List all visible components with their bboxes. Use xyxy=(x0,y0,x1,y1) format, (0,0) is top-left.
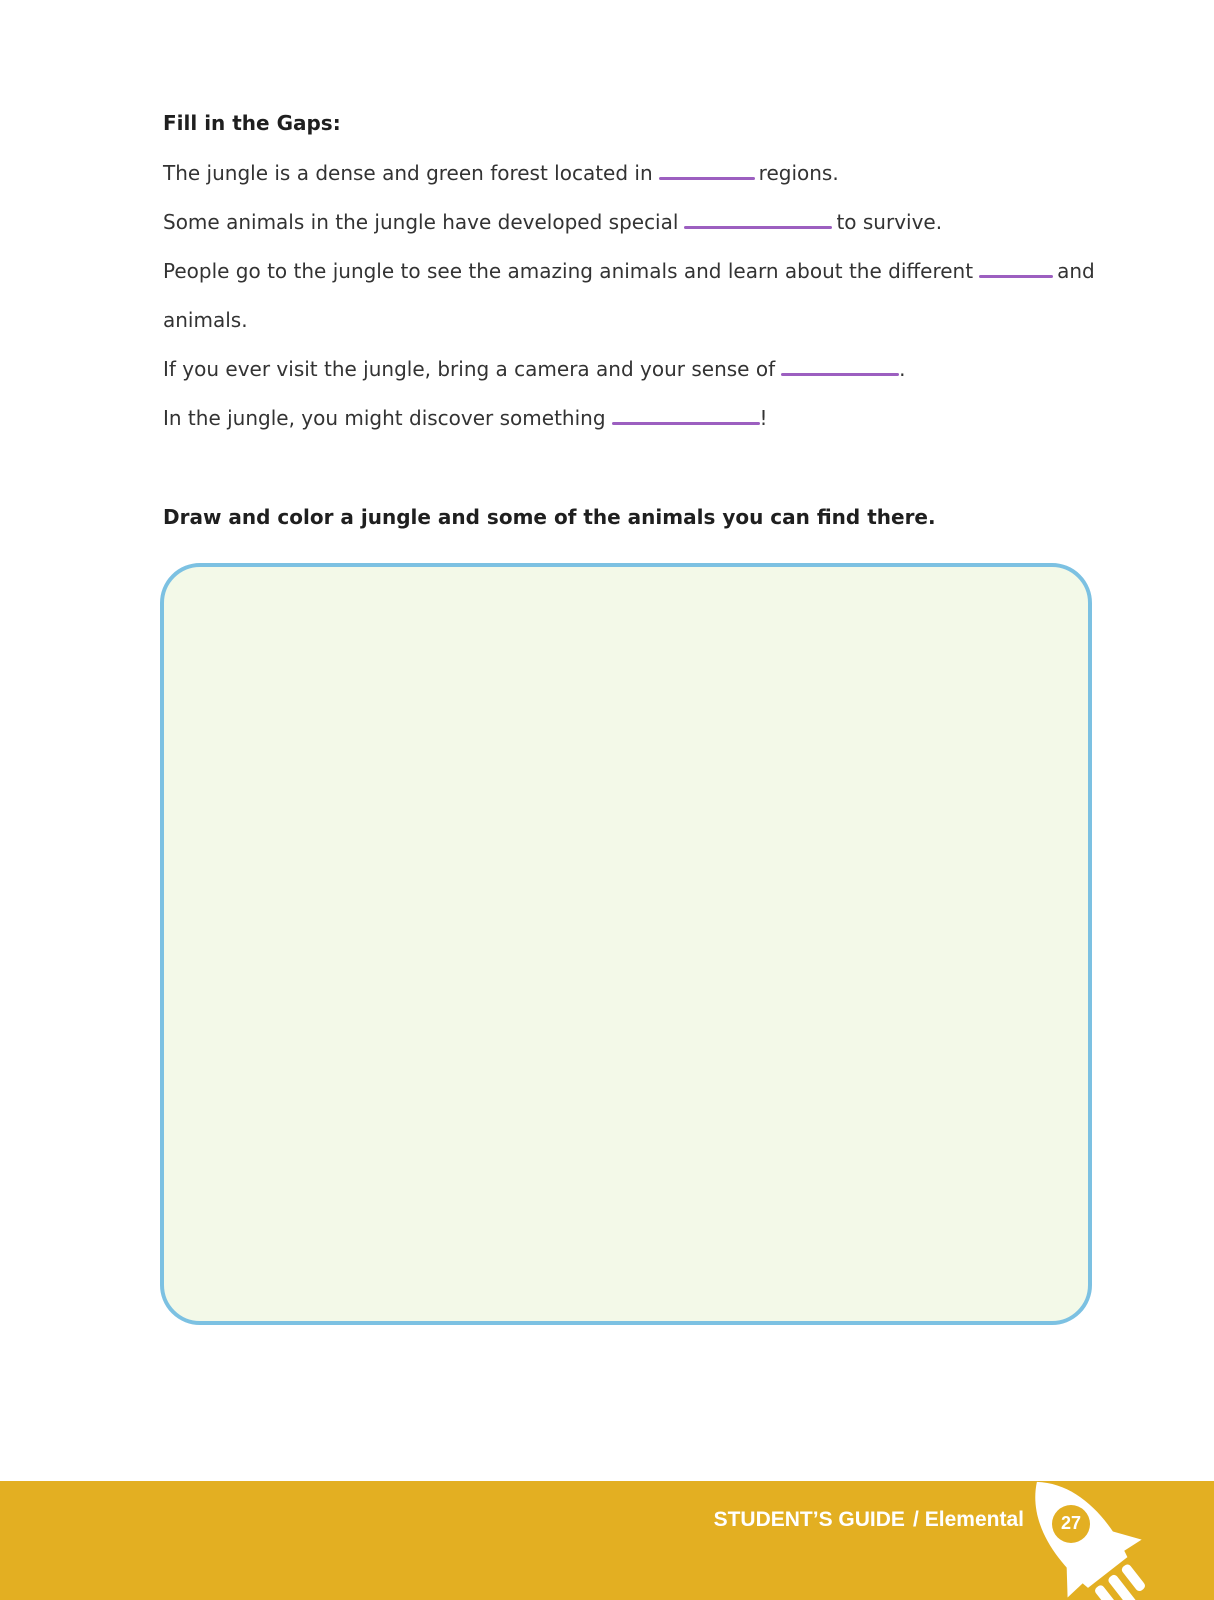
footer-guide-text xyxy=(714,1508,1024,1532)
sentence-2-before: Some animals in the jungle have developed special xyxy=(163,210,679,234)
blank-1[interactable] xyxy=(659,177,755,180)
rocket-icon xyxy=(1025,1481,1155,1600)
sentence-5 xyxy=(163,404,768,432)
draw-instruction: Draw and color a jungle and some of the animals you can find there. xyxy=(163,505,936,529)
sentence-3 xyxy=(163,257,1095,285)
sentence-3-continuation: animals. xyxy=(163,308,248,332)
page-number: 27 xyxy=(1060,1513,1082,1533)
footer-bar xyxy=(0,1481,1214,1600)
sentence-1-after: regions. xyxy=(758,161,839,185)
blank-5[interactable] xyxy=(612,422,760,425)
sentence-3-after: and xyxy=(1057,259,1095,283)
sentence-3-before: People go to the jungle to see the amazing animals and learn about the different xyxy=(163,259,974,283)
sentence-2-after: to survive. xyxy=(836,210,943,234)
edition-label: Elemental xyxy=(924,1508,1024,1531)
blank-2[interactable] xyxy=(684,226,832,229)
drawing-area[interactable] xyxy=(160,563,1092,1325)
fill-in-gaps-title: Fill in the Gaps: xyxy=(163,111,341,135)
sentence-4-after: . xyxy=(899,357,906,381)
sentence-1 xyxy=(163,159,839,187)
sentence-5-before: In the jungle, you might discover something xyxy=(163,406,606,430)
sentence-4-before: If you ever visit the jungle, bring a camera and your sense of xyxy=(163,357,776,381)
blank-4[interactable] xyxy=(781,373,899,376)
sentence-2 xyxy=(163,208,942,236)
footer-separator: / xyxy=(912,1508,919,1531)
blank-3[interactable] xyxy=(979,275,1053,278)
sentence-5-after: ! xyxy=(759,406,768,430)
sentence-1-before: The jungle is a dense and green forest located in xyxy=(163,161,653,185)
sentence-4 xyxy=(163,355,905,383)
guide-label: STUDENT’S GUIDE xyxy=(713,1508,905,1531)
